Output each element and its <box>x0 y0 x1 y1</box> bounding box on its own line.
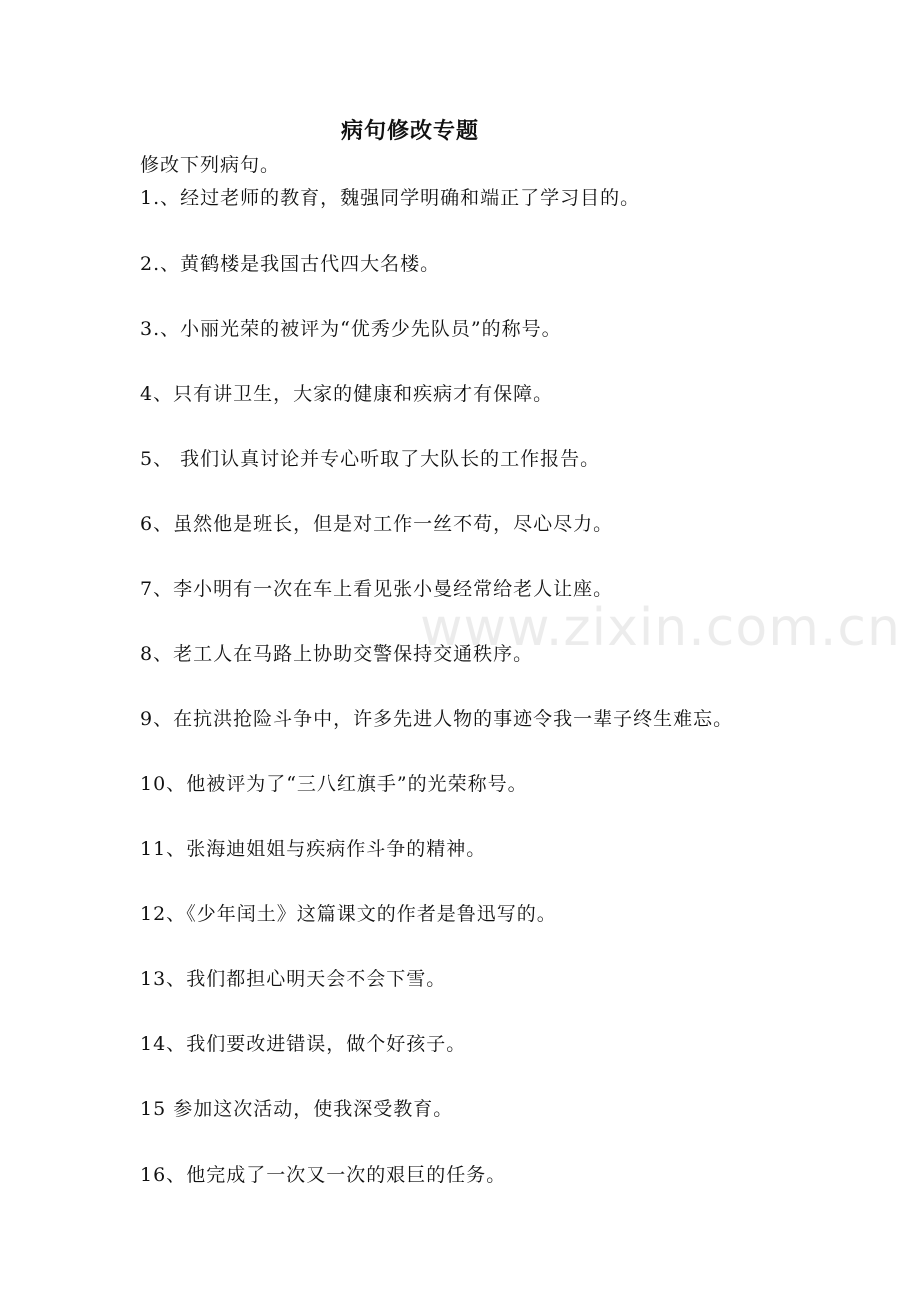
question-text: 他被评为了“三八红旗手”的光荣称号。 <box>186 773 528 795</box>
question-item-6 <box>140 509 613 536</box>
question-number: 1.、 <box>140 187 181 209</box>
question-number: 9、 <box>140 708 174 730</box>
question-number: 7、 <box>140 578 174 600</box>
question-text: 在抗洪抢险斗争中，许多先进人物的事迹令我一辈子终生难忘。 <box>173 708 734 730</box>
question-text: 只有讲卫生，大家的健康和疾病才有保障。 <box>173 383 554 405</box>
question-number: 11、 <box>140 838 187 860</box>
question-number: 16、 <box>140 1164 187 1186</box>
question-item-4 <box>140 379 553 406</box>
question-text: 我们都担心明天会不会下雪。 <box>186 968 447 990</box>
question-item-9 <box>140 704 733 731</box>
question-number: 10、 <box>140 773 187 795</box>
question-text: 参加这次活动，使我深受教育。 <box>173 1098 454 1120</box>
question-item-10 <box>140 769 528 796</box>
question-text: 我们认真讨论并专心听取了大队长的工作报告。 <box>173 448 601 470</box>
question-text: 《少年闰土》这篇课文的作者是鲁迅写的。 <box>186 903 557 925</box>
question-number: 13、 <box>140 968 187 990</box>
question-text: 黄鹤楼是我国古代四大名楼。 <box>180 253 441 275</box>
question-item-15 <box>140 1094 453 1121</box>
question-text: 小丽光荣的被评为“优秀少先队员”的称号。 <box>180 318 562 340</box>
question-item-12 <box>140 899 557 926</box>
instruction-text: 修改下列病句。 <box>140 154 281 176</box>
watermark: www.zixin.com.cn <box>420 598 901 658</box>
question-number: 8、 <box>140 643 174 665</box>
question-number: 5、 <box>140 448 174 470</box>
question-item-16 <box>140 1160 506 1187</box>
question-number: 4、 <box>140 383 174 405</box>
question-item-3 <box>140 314 562 341</box>
question-number: 15 <box>140 1098 174 1120</box>
question-text: 经过老师的教育，魏强同学明确和端正了学习目的。 <box>180 187 641 209</box>
question-item-5 <box>140 444 600 471</box>
question-text: 他完成了一次又一次的艰巨的任务。 <box>186 1164 507 1186</box>
question-item-14 <box>140 1029 466 1056</box>
question-item-8 <box>140 639 533 666</box>
question-text: 老工人在马路上协助交警保持交通秩序。 <box>173 643 534 665</box>
question-number: 12、 <box>140 903 187 925</box>
question-item-11 <box>140 834 486 861</box>
question-item-7 <box>140 574 613 601</box>
page-title: 病句修改专题 <box>340 118 479 144</box>
question-text: 李小明有一次在车上看见张小曼经常给老人让座。 <box>173 578 614 600</box>
question-number: 2.、 <box>140 253 181 275</box>
question-number: 14、 <box>140 1033 187 1055</box>
question-text: 我们要改进错误，做个好孩子。 <box>186 1033 467 1055</box>
question-item-13 <box>140 964 446 991</box>
question-text: 张海迪姐姐与疾病作斗争的精神。 <box>186 838 487 860</box>
question-number: 3.、 <box>140 318 181 340</box>
question-item-1 <box>140 183 640 210</box>
question-number: 6、 <box>140 513 174 535</box>
question-item-2 <box>140 249 440 276</box>
question-text: 虽然他是班长，但是对工作一丝不苟，尽心尽力。 <box>173 513 614 535</box>
